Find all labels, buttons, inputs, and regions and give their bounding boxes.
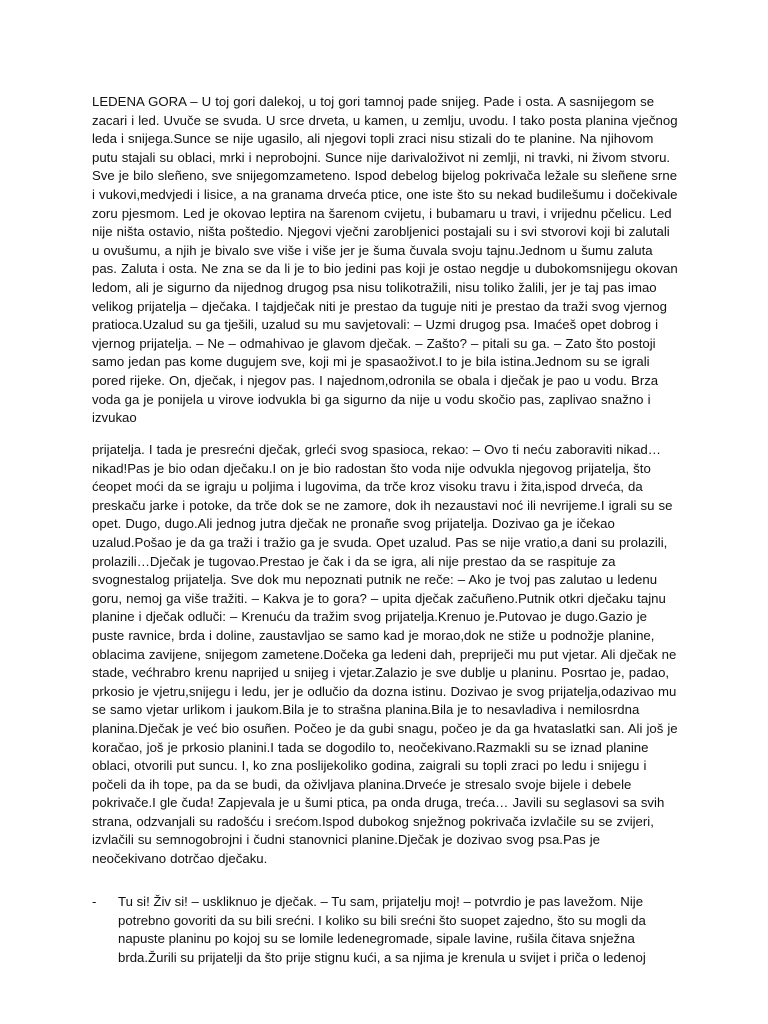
story-paragraph-2: prijatelja. I tada je presrećni dječak, grleći svog spasioca, rekao: – Ovo ti neću zaboraviti nikad… nikad!Pas je bio odan dječaku.I on je bio radostan što voda nije odvukla njegovog prijatelja, što ćeopet moći da se igraju u poljima i lugovima, da trče kroz visoku travu i žita,ispod drveća, da preskaču jarke i potoke, da trče dok se ne zamore, dok ih nezaustavi noć ili nevrijeme.I igrali su se opet. Dugo, dugo.Ali jednog jutra dječak ne pronañe svog prijatelja. Dozivao ga je ičekao uzalud.Pošao je da ga traži i tražio ga je svuda. Opet uzalud. Pas se nije vratio,a dani su prolazili, prolazili…Dječak je tugovao.Prestao je čak i da se igra, ali nije prestao da se raspituje za svognestalog prijatelja. Sve dok mu nepoznati putnik ne reče: – Ako je tvoj pas zalutao u ledenu goru, nemoj ga više tražiti. – Kakva je to gora? – upita dječak začuñeno.Putnik otkri dječaku tajnu planine i dječak odluči: – Krenuću da tražim svog prijatelja.Krenuo je.Putovao je dugo.Gazio je puste ravnice, brda i doline, zaustavljao se samo kad je morao,dok ne stiže u podnožje planine, oblacima zavijene, snijegom zametene.Dočeka ga ledeni dah, prepriječi mu put vjetar. Ali dječak ne stade, većhrabro krenu naprijed u snijeg i vjetar.Zalazio je sve dublje u planinu. Posrtao je, padao, prkosio je vjetru,snijegu i ledu, jer je odlučio da dozna istinu. Dozivao je svog prijatelja,odazivao mu se samo vjetar urlikom i jaukom.Bila je to strašna planina.Bila je to nesavladiva i nemilosrdna planina.Dječak je već bio osuñen. Počeo je da gubi snagu, počeo je da ga hvataslatki san. Ali još je koračao, još je prkosio planini.I tada se dogodilo to, neočekivano.Razmakli su se iznad planine oblaci, otvorili put suncu. I, ko zna poslijekoliko godina, zaigrali su topli zraci po ledu i snijegu i počeli da ih tope, pa da se budi, da oživljava planina.Drveće je stresalo svoje bijele i debele pokrivače.I gle čuda! Zapjevala je u šumi ptica, pa onda druga, treća… Javili su seglasovi sa svih strana, odzvanjali su radošću i srećom.Ispod dubokog snježnog pokrivača izvlačile su se zvijeri, izvlačili su semnogobrojni i čudni stanovnici planine.Dječak je dozivao svog psa.Pas je neočekivano dotrčao dječaku. — [92, 442, 678, 867]
list-bullet-marker: - — [92, 894, 97, 909]
story-paragraph-1: LEDENA GORA – U toj gori dalekoj, u toj gori tamnoj pade snijeg. Pade i osta. A sasnijegom se zacari i led. Uvuče se svuda. U srce drveta, u kamen, u zemlju, uvodu. I tako posta planina vječnog leda i snijega.Sunce se nije ugasilo, ali njegovi topli zraci nisu stizali do te planine. Na njihovom putu stajali su oblaci, mrki i neprobojni. Sunce nije darivaloživot ni zemlji, ni travki, ni živom stvoru. Sve je bilo sleñeno, sve snijegomzameteno. Ispod debelog bijelog pokrivača ležale su sleñene srne i vukovi,medvjedi i lisice, a na granama drveća ptice, one iste što su nekad budilešumu i dočekivale zoru pjesmom. Led je okovao leptira na šarenom cvijetu, i bubamaru u travi, i vrijednu pčelicu. Led nije ništa ostavio, ništa poštedio. Njegovi vječni zarobljenici postajali su i svi stvorovi koji bi zalutali u ovušumu, a njih je bivalo sve više i više jer je šuma čuvala svoju tajnu.Jednom u šumu zaluta pas. Zaluta i osta. Ne zna se da li je to bio jedini pas koji je ostao negdje u dubokomsnijegu okovan ledom, ali je sigurno da nijednog drugog psa nisu tolikotražili, nisu toliko žalili, jer je taj pas imao velikog prijatelja – dječaka. I tajdječak niti je prestao da tuguje niti je prestao da traži svog vjernog pratioca.Uzalud su ga tješili, uzalud su mu savjetovali: – Uzmi drugog psa. Imaćeš opet dobrog i vjernog prijatelja. – Ne – odmahivao je glavom dječak. – Zašto? – pitali su ga. – Zato što postoji samo jedan pas kome dugujem sve, koji mi je spasaoživot.I to je bila istina.Jednom su se igrali pored rijeke. On, dječak, i njegov pas. I najednom,odronila se obala i dječak je pao u vodu. Brza voda ga je ponijela u virove iodvukla bi ga sigurno da nije u vodu skočio pas, zaplivao snažno i izvukao — [92, 94, 678, 426]
dialogue-paragraph: Tu si! Živ si! – uskliknuo je dječak. – Tu sam, prijatelju moj! – potvrdio je pas lavežom. Nije potrebno govoriti da su bili srećni. I koliko su bili srećni što suopet zajedno, što su mogli da napuste planinu po kojoj su se lomile ledenegromade, sipale lavine, rušila čitava snježna brda.Žurili su prijatelji da što prije stignu kući, a sa njima je krenula u svijet i priča o ledenoj — [118, 894, 646, 965]
